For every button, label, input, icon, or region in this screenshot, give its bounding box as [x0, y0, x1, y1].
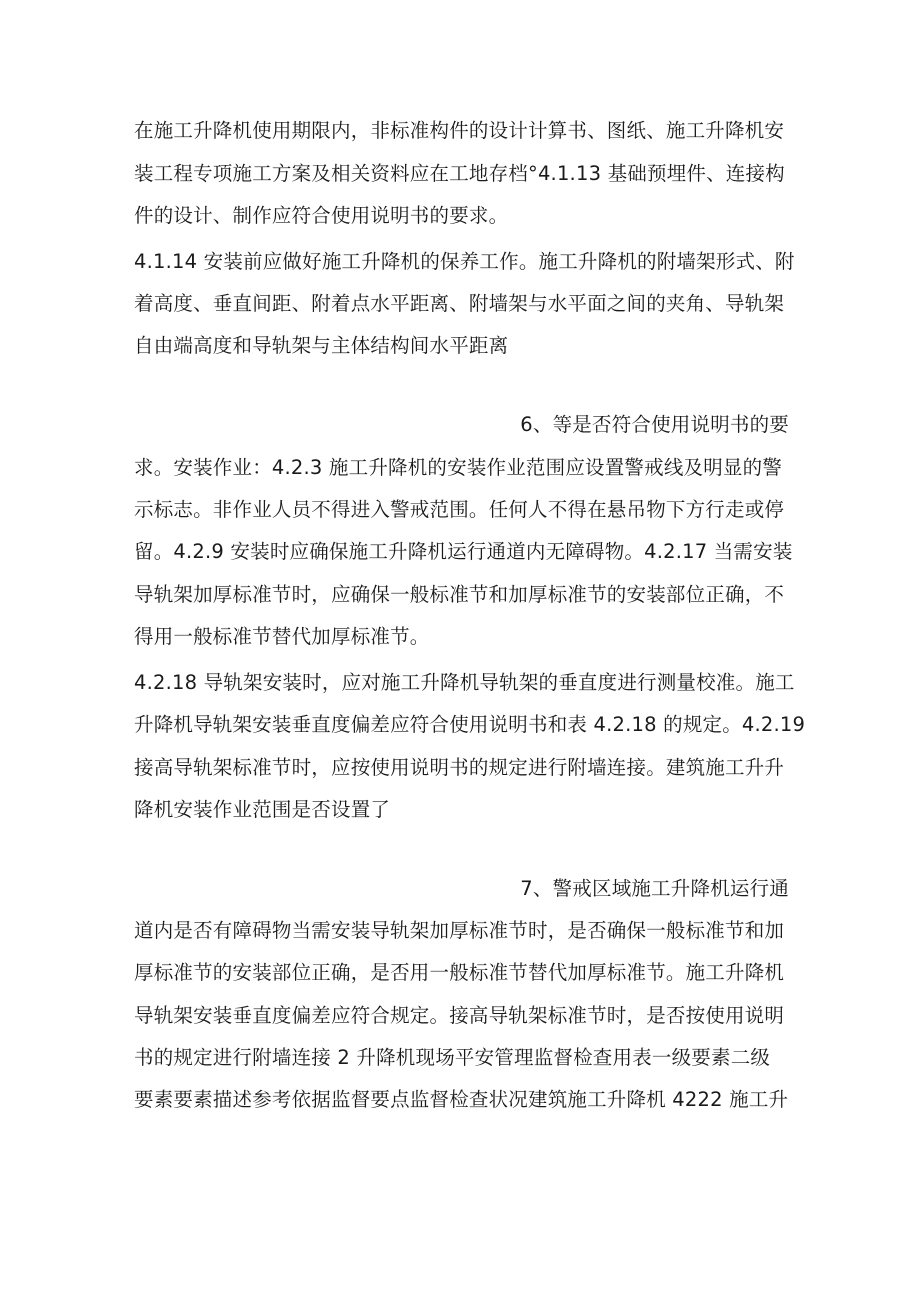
text-line: 降机安装作业范围是否设置了 [134, 798, 391, 821]
text-line: 厚标准节的安装部位正确，是否用一般标准节替代加厚标准节。施工升降机 [134, 961, 785, 984]
text-line: 4.2.18 导轨架安装时，应对施工升降机导轨架的垂直度进行测量校准。施工 [134, 671, 795, 694]
text-line: 在施工升降机使用期限内，非标准构件的设计计算书、图纸、施工升降机安 [134, 119, 785, 142]
text-line: 自由端高度和导轨架与主体结构间水平距离 [134, 334, 509, 357]
text-line: 留。4.2.9 安装时应确保施工升降机运行通道内无障碍物。4.2.17 当需安装 [134, 540, 793, 563]
text-line: 升降机导轨架安装垂直度偏差应符合使用说明书和表 4.2.18 的规定。4.2.19 [134, 713, 806, 736]
text-line: 接高导轨架标准节时，应按使用说明书的规定进行附墙连接。建筑施工升升 [134, 756, 785, 779]
text-line-right-aligned: 7、警戒区域施工升降机运行通 [520, 877, 789, 900]
text-line: 4.1.14 安装前应做好施工升降机的保养工作。施工升降机的附墙架形式、附 [134, 250, 795, 273]
text-line-right-aligned: 6、等是否符合使用说明书的要 [520, 413, 789, 436]
text-line: 导轨架加厚标准节时，应确保一般标准节和加厚标准节的安装部位正确，不 [134, 583, 785, 606]
text-line: 导轨架安装垂直度偏差应符合规定。接高导轨架标准节时，是否按使用说明 [134, 1004, 785, 1027]
text-line: 要素要素描述参考依据监督要点监督检查状况建筑施工升降机 4222 施工升 [134, 1088, 789, 1111]
text-line: 件的设计、制作应符合使用说明书的要求。 [134, 204, 509, 227]
text-line: 求。安装作业：4.2.3 施工升降机的安装作业范围应设置警戒线及明显的警 [134, 456, 783, 479]
text-line: 装工程专项施工方案及相关资料应在工地存档°4.1.13 基础预埋件、连接构 [134, 162, 785, 185]
text-line: 示标志。非作业人员不得进入警戒范围。任何人不得在悬吊物下方行走或停 [134, 498, 785, 521]
text-line: 着高度、垂直间距、附着点水平距离、附墙架与水平面之间的夹角、导轨架 [134, 292, 785, 315]
text-line: 书的规定进行附墙连接 2 升降机现场平安管理监督检查用表一级要素二级 [134, 1046, 771, 1069]
text-line: 道内是否有障碍物当需安装导轨架加厚标准节时，是否确保一般标准节和加 [134, 919, 785, 942]
text-line: 得用一般标准节替代加厚标准节。 [134, 625, 430, 648]
